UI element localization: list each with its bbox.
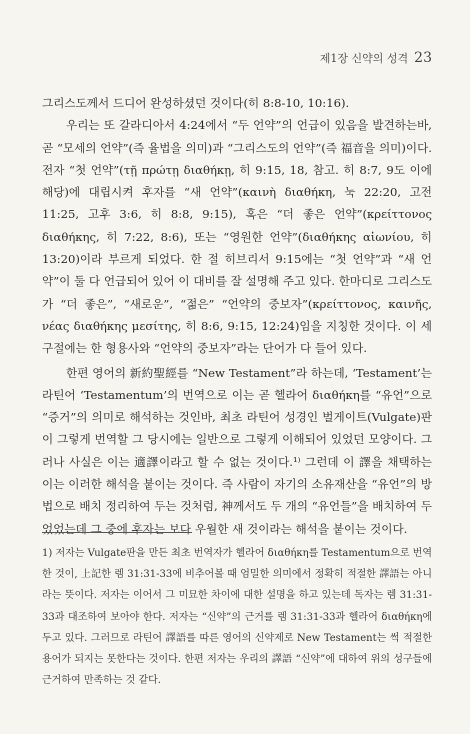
- paragraph: 그리스도께서 드디어 완성하셨던 것이다(히 8:8-10, 10:16).: [42, 96, 350, 110]
- paragraph: 한편 영어의 新約聖經를 “New Testament”라 하는데, ‘Testament’는 라틴어 ‘Testamentum’의 번역으로 이는 곧 헬라어 διαθήκη를 “유언”으로 “증거”의 의미로 해석하는 것인바, 최초 라틴어 성경인 벌게이트(Vulgate)판이 그렇게 번역할 그 당시에는 일반으로 그렇게 이해되어 있었던 모양이다. 그러나 사실은 이는 適譯이라고 할 수 없는 것이다.¹⁾ 그런데 이 譯을 채택하는 이는 이러한 해석을 붙이는 것이다. 즉 사람이 자기의 소유재산을 “유언”의 방법으로 배치 정리하여 두는 것처럼, 神께서도 두 개의 “유언들”을 배치하여 두었었는데 그 중에 후자는 보다 우월한 새 것이라는 해석을 붙이는 것이다.: [42, 365, 432, 536]
- paragraph: 우리는 또 갈라디아서 4:24에서 “두 언약”의 언급이 있음을 발견하는바, 곧 “모세의 언약”(즉 율법을 의미)과 “그리스도의 언약”(즉 福音을 의미)이다. 전자 “첫 언약”(τῇ πρώτῃ διαθήκῃ, 히 9:15, 18, 참고. 히 8:7, 9도 이에 해당)에 대립시켜 후자를 “새 언약”(καινὴ διαθήκη, 눅 22:20, 고전 11:25, 고후 3:6, 히 8:8, 9:15), 혹은 “더 좋은 언약”(κρείττονος διαθήκης, 히 7:22, 8:6), 또는 “영원한 언약”(διαθήκης αἰωνίου, 히 13:20)이라 부르게 되었다. 한 절 히브리서 9:15에는 “첫 언약”과 “새 언약”이 둘 다 언급되어 있어 이 대비를 잘 설명해 주고 있다. 한마디로 그리스도가 “더 좋은”, “새로운”, “젊은” “언약의 중보자”(κρείττονος, καινῆς, νέας διαθήκης μεσίτης, 히 8:6, 9:15, 12:24)임을 지칭한 것이다. 이 세 구절에는 한 형용사와 “언약의 중보자”라는 단어가 다 들어 있다.: [42, 118, 432, 356]
- footnote-divider: [42, 532, 192, 533]
- page-number: 23: [414, 50, 432, 66]
- chapter-title: 제1장 신약의 성격: [319, 52, 409, 65]
- footnote: 1) 저자는 Vulgate판을 만든 최초 번역자가 헬라어 διαθήκη를 Testamentum으로 번역한 것이, 上記한 렘 31:31-33에 비추어볼 때 엄밀한 의미에서 정확히 적절한 譯語는 아니라는 뜻이다. 저자는 이어서 그 미묘한 차이에 대한 설명을 하고 있는데 독자는 렘 31:31-33과 대조하여 보아야 한다. 저자는 “신약”의 근거를 렘 31:31-33과 헬라어 διαθήκη에 두고 있다. 그러므로 라틴어 譯語를 따른 영어의 신약제로 New Testament는 썩 적절한 용어가 되지는 못한다는 것이다. 한편 저자는 우리의 譯語 “신약”에 대하여 위의 성구들에 근거하여 만족하는 것 같다.: [42, 548, 432, 687]
- running-header: [320, 50, 432, 66]
- body-text: [42, 92, 432, 540]
